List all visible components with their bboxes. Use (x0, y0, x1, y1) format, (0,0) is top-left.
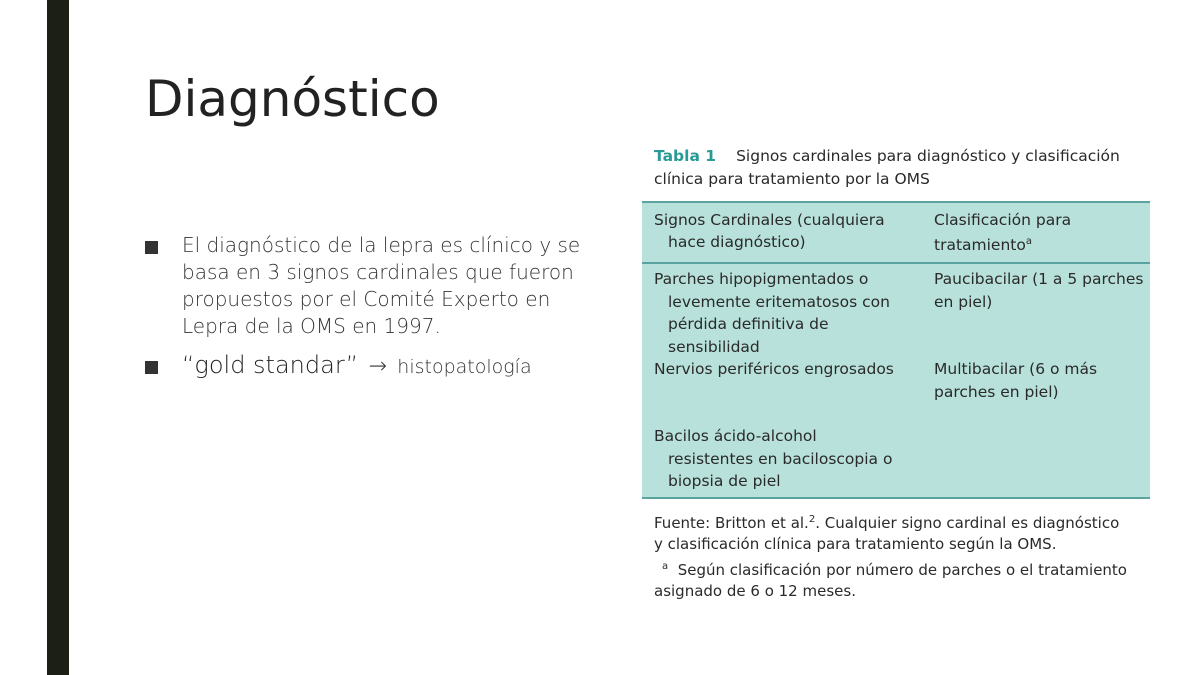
signs-table (642, 201, 1150, 499)
cell-line: Paucibacilar (1 a 5 parches (934, 270, 1144, 289)
cell-line: sensibilidad (668, 337, 760, 356)
table-row (654, 268, 1150, 358)
arrow-right-icon: → (368, 354, 387, 379)
cell-line: Multibacilar (6 o más (934, 360, 1098, 379)
header-col-signs (654, 209, 934, 256)
cell-line: Bacilos ácido-alcohol (654, 427, 817, 446)
table-caption-line2: clínica para tratamiento por la OMS (654, 170, 930, 188)
cell-classification (934, 268, 1150, 358)
cell-line: parches en piel) (934, 382, 1059, 401)
gold-standard-text: “gold standar” (182, 351, 359, 379)
header-footnote-mark: a (1025, 236, 1032, 247)
table-body (642, 264, 1150, 497)
footnote-note-mark: a (662, 560, 669, 572)
slide-title: Diagnóstico (145, 70, 440, 128)
footnote-note-line1: Según clasificación por número de parches o el tratamiento (677, 560, 1127, 579)
header-col-classification (934, 209, 1150, 256)
header-col2-line1: Clasificación para (934, 211, 1072, 229)
cell-line: Parches hipopigmentados o (654, 270, 869, 289)
footnote-source-rest: . Cualquier signo cardinal es diagnóstico (815, 513, 1120, 532)
table-caption (654, 145, 1150, 191)
header-col1-line2: hace diagnóstico) (668, 233, 806, 251)
cell-sign (654, 425, 934, 493)
cell-classification (934, 358, 1150, 403)
cell-classification (934, 425, 1150, 493)
cell-sign (654, 268, 934, 358)
bullet-text: El diagnóstico de la lepra es clínico y se basa en 3 signos cardinales que fueron propuestos por el Comité Experto en Lepra de la OMS en 1997. (182, 233, 581, 338)
cell-sign (654, 358, 934, 403)
footnote-source-ref: 2 (808, 513, 816, 525)
bullet-square-icon (145, 361, 158, 374)
bullet-list (145, 232, 585, 381)
bullet-square-icon (145, 241, 158, 254)
bullet-item-1 (145, 232, 585, 340)
slide-left-accent-bar (47, 0, 69, 675)
cell-line: biopsia de piel (668, 472, 781, 491)
header-col1-line1: Signos Cardinales (cualquiera (654, 211, 885, 229)
footnote-note-line2: asignado de 6 o 12 meses. (654, 582, 856, 601)
table-row (654, 425, 1150, 493)
bullet-item-2 (145, 352, 585, 381)
table-caption-line1: Signos cardinales para diagnóstico y clasificación (736, 147, 1120, 165)
table-header-row (642, 203, 1150, 264)
footnote-source-prefix: Fuente: Britton et al. (654, 513, 809, 532)
cell-line: resistentes en baciloscopia o (668, 449, 893, 468)
bullet-text (182, 352, 532, 381)
table-row (654, 358, 1150, 403)
cell-line: levemente eritematosos con (668, 292, 890, 311)
cell-line: en piel) (934, 292, 993, 311)
cell-line: pérdida definitiva de (668, 315, 829, 334)
table-label: Tabla 1 (654, 147, 717, 165)
footnote-source-line2: y clasificación clínica para tratamiento según la OMS. (654, 535, 1057, 554)
histopathology-text: histopatología (397, 356, 532, 378)
header-col2-line2: tratamiento (934, 236, 1026, 255)
table-figure (642, 145, 1150, 603)
table-footnote (654, 509, 1150, 603)
cell-line: Nervios periféricos engrosados (654, 360, 894, 379)
